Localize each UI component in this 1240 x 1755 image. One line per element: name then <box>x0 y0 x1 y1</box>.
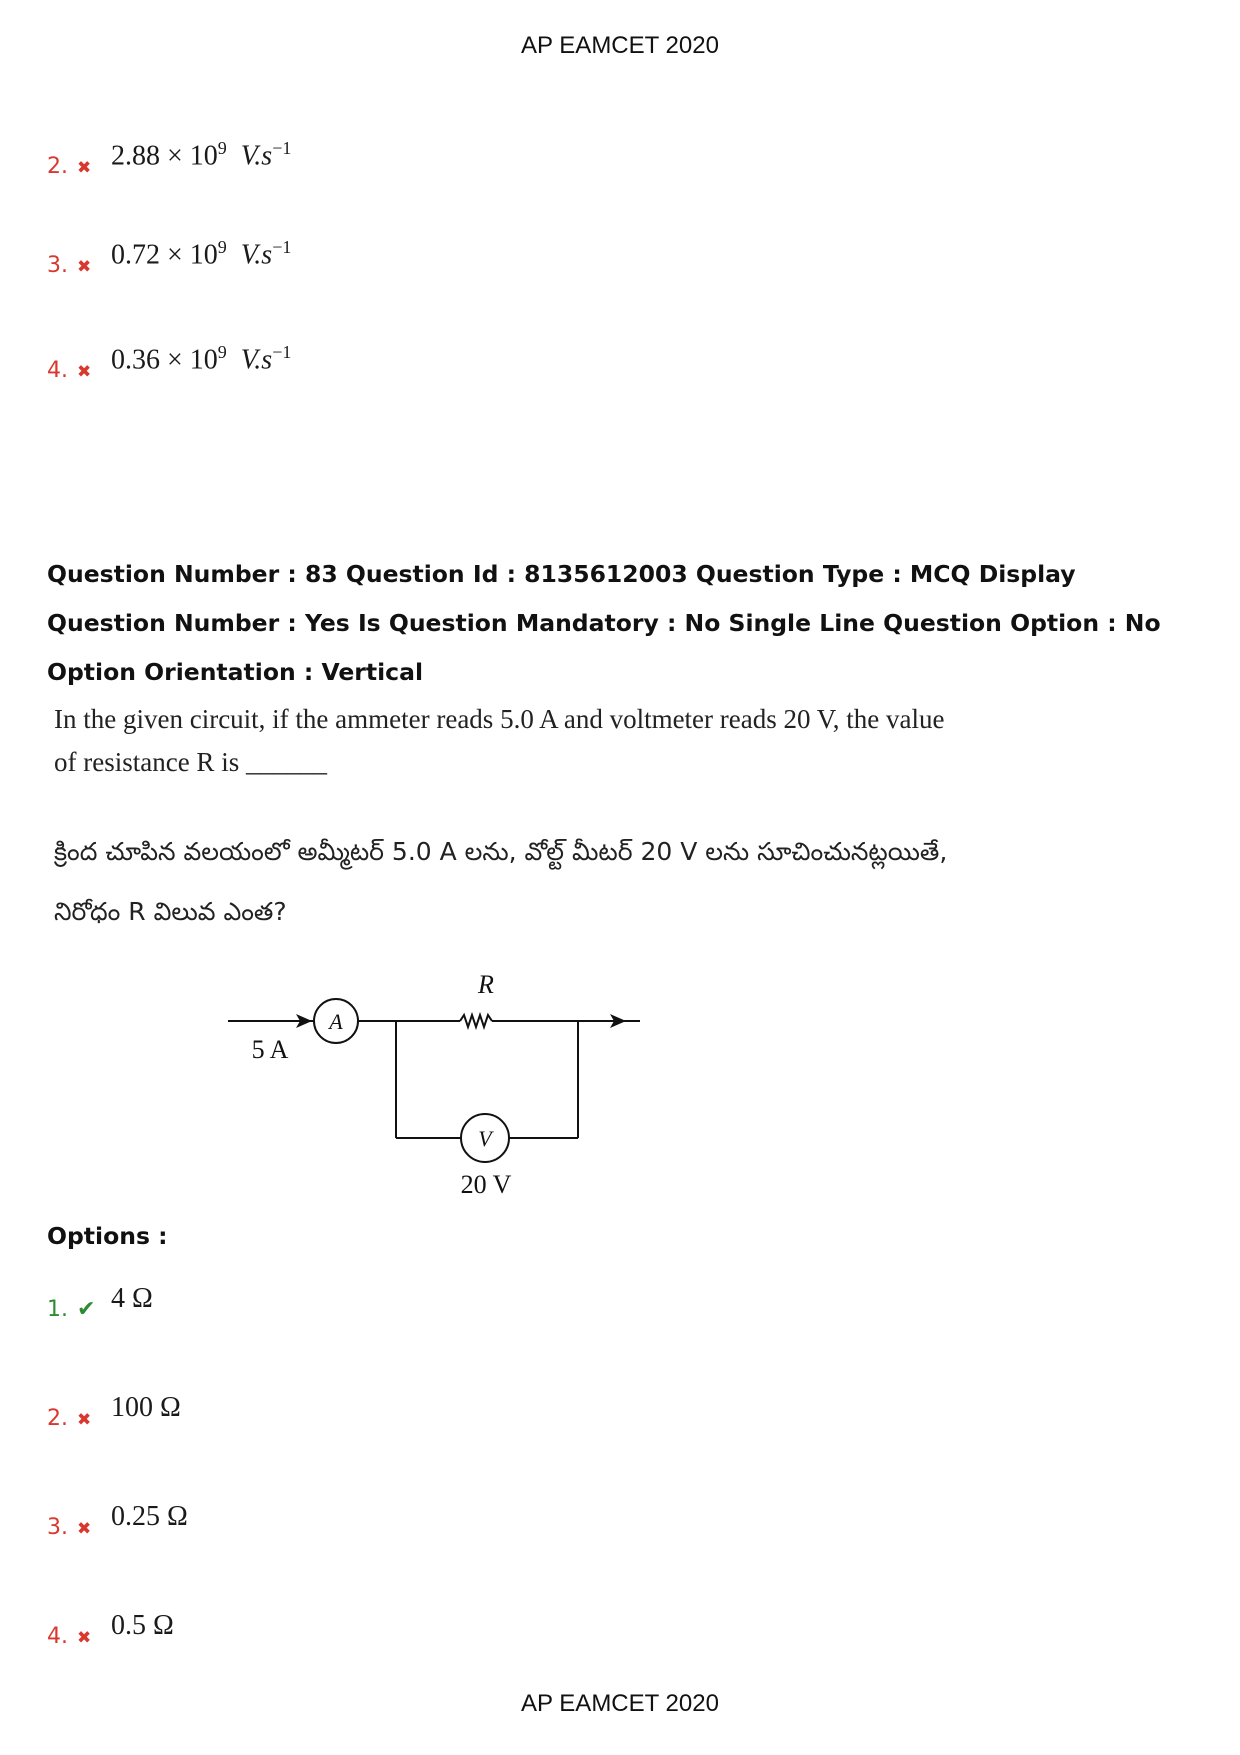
resistor-symbol <box>460 1015 492 1027</box>
check-icon: ✔ <box>77 1297 96 1322</box>
circuit-diagram <box>220 955 660 1215</box>
option-value: 0.5 Ω <box>111 1610 174 1641</box>
option-number: 2. <box>47 1406 68 1431</box>
question-text-english: In the given circuit, if the ammeter reads 5.0 A and voltmeter reads 20 V, the value of resistance R is ______ <box>54 704 945 777</box>
page-header: AP EAMCET 2020 <box>521 32 719 59</box>
option-3 <box>47 1501 188 1542</box>
option-number: 4. <box>47 1624 68 1649</box>
question-meta: Question Number : 83 Question Id : 8135612003 Question Type : MCQ Display Question Number : Yes Is Question Mandatory : No Single Line Question Option : No Option Orientation : Vertical <box>47 560 1161 686</box>
option-1 <box>47 1283 153 1324</box>
option-2 <box>47 1392 181 1433</box>
question-text-telugu <box>54 822 1054 942</box>
option-value: $2.88 \times 10^9$ $V.s^{-1}$ <box>111 138 292 172</box>
prev-option-3 <box>47 237 292 280</box>
cross-icon: ✖ <box>77 362 92 383</box>
cross-icon: ✖ <box>77 257 92 278</box>
option-value: $0.36 \times 10^9$ $V.s^{-1}$ <box>111 342 292 376</box>
option-value: 0.25 Ω <box>111 1501 188 1532</box>
option-number: 3. <box>47 1515 68 1540</box>
voltmeter-label: V <box>478 1126 492 1151</box>
cross-icon: ✖ <box>77 158 92 179</box>
current-label: 5 A <box>251 1035 289 1064</box>
page-footer: AP EAMCET 2020 <box>521 1690 719 1717</box>
cross-icon: ✖ <box>77 1628 92 1648</box>
cross-icon: ✖ <box>77 1519 92 1539</box>
resistor-label: R <box>478 970 494 999</box>
option-number: 1. <box>47 1297 68 1322</box>
option-number: 2. <box>47 154 68 180</box>
option-number: 4. <box>47 358 68 384</box>
prev-option-4 <box>47 342 292 385</box>
options-heading: Options : <box>47 1222 168 1250</box>
option-value: $0.72 \times 10^9$ $V.s^{-1}$ <box>111 237 292 271</box>
telugu-line-2: నిరోధం R విలువ ఎంత? <box>54 897 287 926</box>
option-number: 3. <box>47 253 68 279</box>
ammeter-label: A <box>329 1009 343 1034</box>
telugu-line-1: క్రింద చూపిన వలయంలో అమ్మీటర్ 5.0 A లను, వోల్ట్ మీటర్ 20 V లను సూచించునట్లయితే, <box>54 837 948 866</box>
option-4 <box>47 1610 174 1651</box>
cross-icon: ✖ <box>77 1410 92 1430</box>
prev-option-2 <box>47 138 292 181</box>
option-value: 4 Ω <box>111 1283 153 1314</box>
voltage-label: 20 V <box>460 1170 512 1199</box>
option-value: 100 Ω <box>111 1392 181 1423</box>
